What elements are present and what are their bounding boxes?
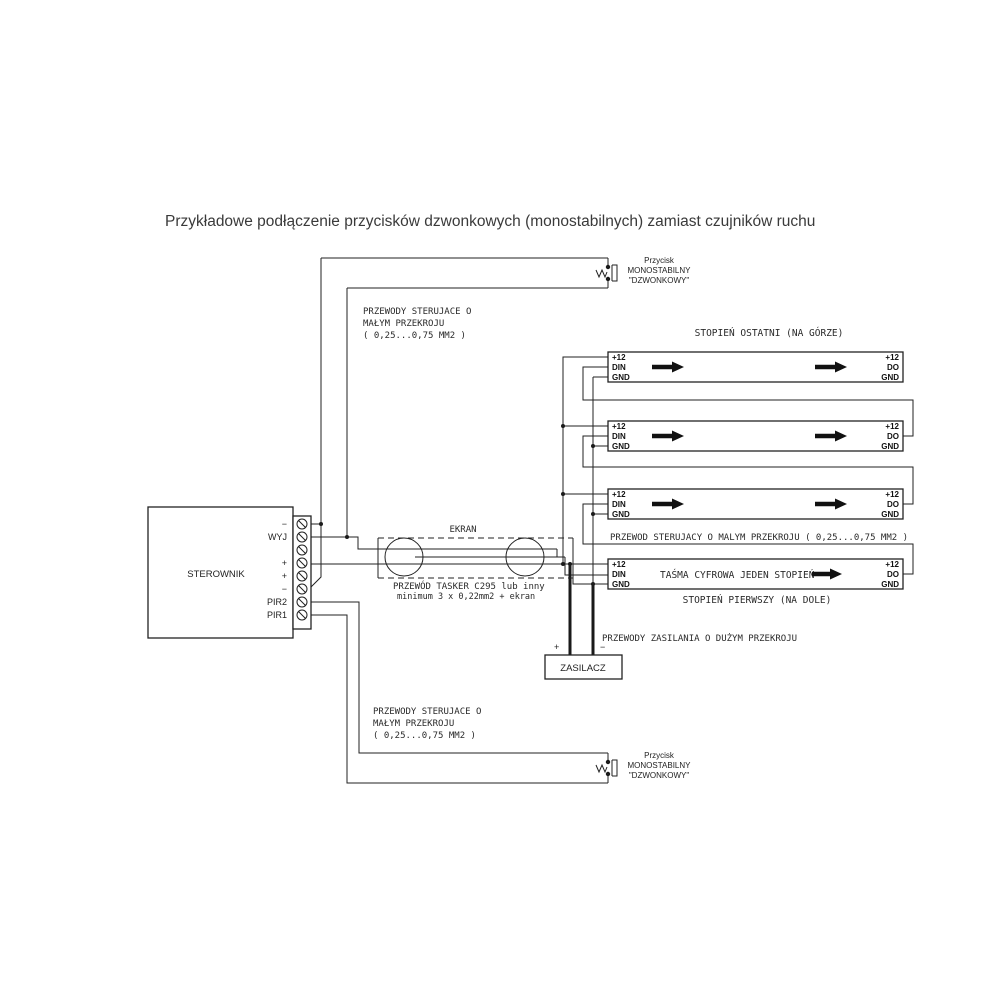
led-module-3	[608, 421, 903, 451]
pin-label: GND	[612, 373, 630, 382]
terminal-label: +	[281, 571, 287, 581]
pin-label: GND	[881, 580, 899, 589]
strip-label: TAŚMA CYFROWA JEDEN STOPIEŃ	[660, 570, 815, 581]
note-step-last: STOPIEŃ OSTATNI (NA GÓRZE)	[694, 328, 844, 339]
pin-label: GND	[612, 442, 630, 451]
terminal-block	[293, 516, 311, 629]
pin-label: DO	[887, 500, 899, 509]
push-button-top	[596, 256, 691, 285]
contact-dot	[606, 772, 610, 776]
contact-dot	[606, 277, 610, 281]
note-control-bottom-3: ( 0,25...0,75 MM2 )	[373, 731, 476, 741]
note-control-bottom-2: MAŁYM PRZEKROJU	[373, 719, 455, 729]
button-label-3: "DZWONKOWY"	[628, 771, 690, 780]
button-plunger-icon	[612, 265, 617, 281]
pin-label: +12	[885, 490, 899, 499]
pin-label: GND	[881, 510, 899, 519]
pin-label: +12	[612, 490, 626, 499]
note-control-top-2: MAŁYM PRZEKROJU	[363, 319, 445, 329]
button-label-2: MONOSTABILNY	[627, 266, 691, 275]
button-label-2: MONOSTABILNY	[627, 761, 691, 770]
power-supply	[545, 642, 622, 679]
pin-label: GND	[612, 580, 630, 589]
controller	[148, 507, 311, 638]
wire-plus-rail	[563, 357, 608, 564]
note-control-top-3: ( 0,25...0,75 MM2 )	[363, 331, 466, 341]
led-module-4-last	[608, 352, 903, 382]
page-title: Przykładowe podłączenie przycisków dzwonkowych (monostabilnych) zamiast czujników ruchu	[165, 213, 816, 230]
terminal-label: +	[281, 558, 287, 568]
pin-label: DO	[887, 570, 899, 579]
terminal-label: PIR1	[266, 610, 287, 620]
psu-label: ZASILACZ	[560, 663, 606, 674]
button-plunger-icon	[612, 760, 617, 776]
note-cable-1: PRZEWÓD TASKER C295 lub inny	[393, 582, 545, 592]
note-control-single: PRZEWOD STERUJACY O MALYM PRZEKROJU ( 0,25...0,75 MM2 )	[610, 533, 909, 543]
pin-label: GND	[612, 510, 630, 519]
junction-dots	[319, 424, 595, 586]
note-step-first: STOPIEŃ PIERWSZY (NA DOLE)	[682, 595, 832, 606]
shield-caps	[378, 538, 593, 584]
pin-label: DIN	[612, 363, 626, 372]
button-label-1: Przycisk	[644, 751, 674, 760]
pin-label: +12	[885, 422, 899, 431]
terminal-label: PIR2	[266, 597, 287, 607]
contact-dot	[606, 265, 610, 269]
pin-label: +12	[885, 560, 899, 569]
note-power: PRZEWODY ZASILANIA O DUŻYM PRZEKROJU	[602, 634, 798, 644]
wire-gnd-rail	[593, 377, 608, 584]
note-ekran: EKRAN	[449, 525, 477, 535]
wire-bottom-button-b	[311, 615, 608, 783]
button-spring-icon	[596, 270, 607, 277]
button-label-1: Przycisk	[644, 256, 674, 265]
controller-label: STEROWNIK	[187, 569, 245, 580]
terminal-label: WYJ	[268, 532, 287, 542]
contact-dot	[606, 760, 610, 764]
push-button-bottom	[596, 751, 691, 780]
terminal-label: −	[281, 584, 287, 594]
pin-label: DIN	[612, 432, 626, 441]
pin-label: DIN	[612, 570, 626, 579]
psu-plus-label: +	[554, 642, 560, 652]
pin-label: DIN	[612, 500, 626, 509]
pin-label: +12	[612, 422, 626, 431]
pin-label: +12	[612, 353, 626, 362]
note-control-top-1: PRZEWODY STERUJACE O	[363, 307, 472, 317]
button-spring-icon	[596, 765, 607, 772]
led-module-2	[608, 489, 903, 519]
pin-label: GND	[881, 373, 899, 382]
pin-label: DO	[887, 432, 899, 441]
pin-label: GND	[881, 442, 899, 451]
led-module-1-first	[608, 559, 903, 589]
pin-label: +12	[612, 560, 626, 569]
pin-label: +12	[885, 353, 899, 362]
note-cable-2: minimum 3 x 0,22mm2 + ekran	[397, 592, 536, 602]
button-label-3: "DZWONKOWY"	[628, 276, 690, 285]
psu-minus-label: −	[600, 642, 606, 652]
pin-label: DO	[887, 363, 899, 372]
terminal-label: −	[281, 519, 287, 529]
note-control-bottom-1: PRZEWODY STERUJACE O	[373, 707, 482, 717]
